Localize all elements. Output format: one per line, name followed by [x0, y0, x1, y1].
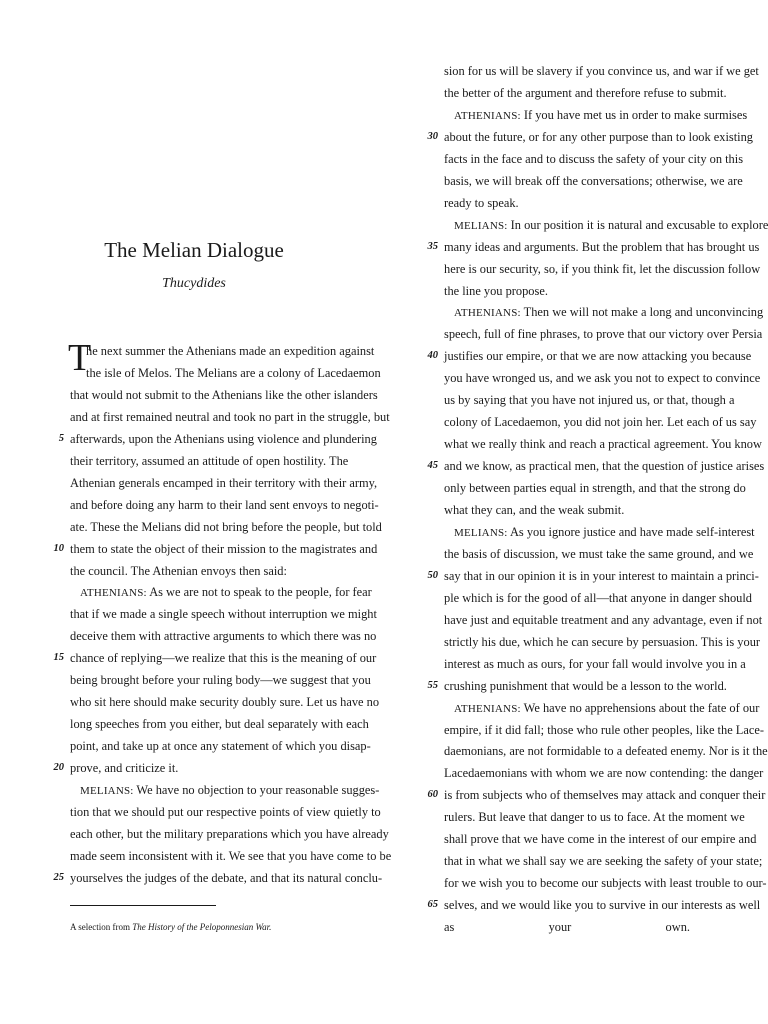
right-text-line: the better of the argument and therefore refuse to submit.: [444, 85, 727, 100]
left-text-line: tion that we should put our respective points of view quietly to: [70, 804, 381, 819]
left-text-line: each other, but the military preparations which you have already: [70, 826, 389, 841]
speaker-label: MELIANS:: [80, 785, 134, 797]
left-text-line: afterwards, upon the Athenians using violence and plundering: [70, 431, 377, 446]
right-text-line: ATHENIANS: If you have met us in order to make surmises: [454, 107, 748, 122]
right-text-line: MELIANS: As you ignore justice and have made self-interest: [454, 524, 755, 539]
right-text-line: about the future, or for any other purpose than to look existing: [444, 129, 754, 144]
right-text-line: crushing punishment that would be a lesson to the world.: [444, 678, 727, 693]
footnote-source: The History of the Peloponnesian War.: [132, 922, 272, 932]
right-text-line: colony of Lacedaemon, you did not join her. Let each of us say: [444, 415, 757, 430]
right-text-line: facts in the face and to discuss the safety of your city on this: [444, 151, 744, 166]
line-number: 5: [58, 432, 64, 444]
speaker-label: ATHENIANS:: [80, 587, 147, 600]
right-text-line: shall prove that we have come in the interest of our empire and: [444, 832, 757, 847]
line-number: 40: [427, 350, 438, 362]
line-number: 50: [427, 569, 438, 581]
right-text-line: Lacedaemonians with whom we are now contending: the danger: [444, 766, 764, 781]
right-text-line: basis, we will break off the conversations; otherwise, we are: [444, 173, 743, 188]
left-text-line: being brought before your ruling body—we suggest that you: [70, 673, 371, 688]
right-text-line: what we really think and reach a practical agreement. You know: [444, 437, 762, 452]
left-text-line: chance of replying—we realize that this is the meaning of our: [70, 651, 377, 666]
line-number: 20: [53, 762, 64, 774]
right-text-line: what they can, and the weak submit.: [444, 503, 625, 517]
right-text-line: us by saying that you have not injured us, or that, though a: [444, 393, 735, 408]
author-name: Thucydides: [162, 276, 226, 291]
line-number: 60: [427, 789, 438, 801]
right-text-line: daemonians, are not formidable to a defeated enemy. Nor is it the: [444, 744, 768, 759]
left-text-line: he next summer the Athenians made an expedition against: [86, 344, 375, 358]
footnote-prefix: A selection from: [70, 922, 133, 932]
left-text-line: prove, and criticize it.: [70, 761, 179, 776]
right-text-line: the basis of discussion, we must take the same ground, and we: [444, 546, 754, 561]
right-text-line: ATHENIANS: We have no apprehensions about the fate of our: [454, 700, 760, 715]
right-text-line: as your own.: [444, 920, 690, 935]
left-text-line: MELIANS: We have no objection to your reasonable sugges-: [80, 783, 380, 797]
left-text-line: that would not submit to the Athenians like the other islanders: [70, 387, 378, 402]
right-text-line: here is our security, so, if you think fit, let the discussion follow: [444, 261, 761, 276]
right-text-line: only between parties equal in strength, and that the strong do: [444, 481, 746, 496]
left-text-line: deceive them with attractive arguments to which there was no: [70, 629, 377, 644]
speaker-label: MELIANS:: [454, 526, 508, 539]
right-text-line: ple which is for the good of all—that anyone in danger should: [444, 590, 752, 605]
left-text-line: point, and take up at once any statement of which you disap-: [70, 739, 371, 754]
left-text-line: the council. The Athenian envoys then said:: [70, 563, 287, 578]
left-text-line: the isle of Melos. The Melians are a colony of Lacedaemon: [86, 365, 381, 380]
right-text-line: MELIANS: In our position it is natural and excusable to explore: [454, 217, 768, 232]
speaker-label: ATHENIANS:: [454, 109, 521, 122]
footnote-rule: [70, 905, 216, 906]
line-number: 25: [53, 871, 64, 883]
drop-cap: T: [68, 337, 92, 379]
speaker-label: MELIANS:: [454, 219, 508, 232]
line-number: 55: [427, 679, 438, 691]
left-text-line: and before doing any harm to their land sent envoys to negoti-: [70, 497, 379, 512]
line-number: 65: [427, 899, 438, 911]
right-text-line: and we know, as practical men, that the question of justice arises: [444, 459, 765, 474]
line-number: 35: [427, 240, 438, 252]
right-text-line: you have wronged us, and we ask you not to expect to convince: [444, 371, 761, 386]
left-text-line: ate. These the Melians did not bring before the people, but told: [70, 519, 382, 534]
right-text-line: sion for us will be slavery if you convince us, and war if we get: [444, 64, 759, 78]
left-text-line: long speeches from you either, but deal separately with each: [70, 717, 369, 732]
left-text-line: them to state the object of their mission to the magistrates and: [70, 541, 378, 556]
left-text-line: their territory, assumed an attitude of open hostility. The: [70, 453, 349, 468]
right-text-line: say that in our opinion it is in your interest to maintain a princi-: [444, 568, 759, 583]
left-text-line: yourselves the judges of the debate, and that its natural conclu-: [70, 870, 383, 885]
page-title: The Melian Dialogue: [104, 238, 284, 262]
left-text-line: that if we made a single speech without interruption we might: [70, 607, 377, 622]
right-text-line: justifies our empire, or that we are now attacking you because: [444, 349, 752, 364]
right-text-line: the line you propose.: [444, 283, 548, 298]
left-text-line: made seem inconsistent with it. We see that you have come to be: [70, 848, 392, 863]
right-text-line: ATHENIANS: Then we will not make a long and unconvincing: [454, 305, 764, 320]
line-number: 15: [53, 652, 64, 664]
speaker-label: ATHENIANS:: [454, 307, 521, 320]
line-number: 30: [427, 130, 438, 142]
right-text-line: that in what we shall say we are seeking the safety of your state;: [444, 854, 763, 869]
left-text-line: who sit here should make security doubly sure. Let us have no: [70, 695, 380, 710]
right-text-line: rulers. But leave that danger to us to face. At the moment we: [444, 810, 745, 825]
line-number: 45: [427, 460, 438, 472]
right-text-line: speech, full of fine phrases, to prove that our victory over Persia: [444, 327, 763, 342]
left-text-line: Athenian generals encamped in their territory with their army,: [70, 475, 378, 490]
left-text-line: and at first remained neutral and took no part in the struggle, but: [70, 409, 390, 424]
right-text-line: interest as much as ours, for your fall would involve you in a: [444, 656, 746, 671]
right-text-line: have just and equitable treatment and any advantage, even if not: [444, 612, 763, 627]
right-text-line: selves, and we would like you to survive in our interests as well: [444, 898, 761, 913]
right-text-line: empire, if it did fall; those who rule other peoples, like the Lace-: [444, 722, 764, 737]
left-text-line: ATHENIANS: As we are not to speak to the people, for fear: [80, 585, 372, 600]
right-text-line: is from subjects who of themselves may attack and conquer their: [444, 788, 766, 803]
right-text-line: many ideas and arguments. But the problem that has brought us: [444, 239, 760, 254]
right-text-line: ready to speak.: [444, 195, 519, 210]
right-text-line: for we wish you to become our subjects with least trouble to our-: [444, 876, 767, 891]
footnote: [70, 920, 271, 934]
line-number: 10: [53, 542, 64, 554]
speaker-label: ATHENIANS:: [454, 702, 521, 715]
right-text-line: strictly his due, which he can secure by persuasion. This is your: [444, 634, 761, 649]
